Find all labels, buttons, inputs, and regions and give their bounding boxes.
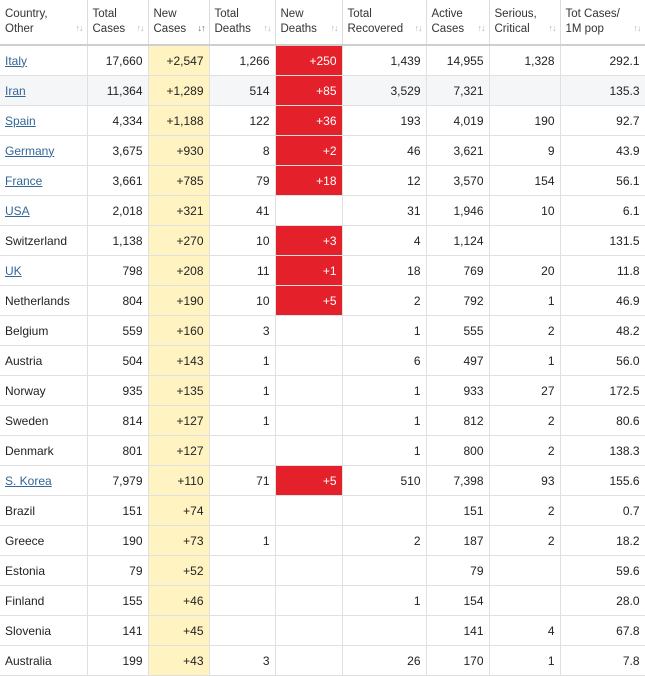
header-label-line1: New <box>153 8 177 20</box>
header-label-line1: Country, <box>5 8 48 20</box>
new-cases-cell: +110 <box>148 466 209 496</box>
table-row <box>0 106 645 136</box>
serious-critical-cell <box>489 556 560 586</box>
total-cases-cell: 141 <box>87 616 148 646</box>
country-name: Denmark <box>5 443 54 458</box>
serious-critical-cell: 27 <box>489 376 560 406</box>
country-cell <box>0 586 87 616</box>
table-row <box>0 286 645 316</box>
total-cases-cell: 1,138 <box>87 226 148 256</box>
serious-critical-cell: 9 <box>489 136 560 166</box>
header-label-line2: Recovered <box>347 23 404 35</box>
country-cell <box>0 646 87 676</box>
new-cases-cell: +46 <box>148 586 209 616</box>
total-deaths-cell: 1,266 <box>209 45 275 76</box>
sort-active-icon[interactable]: ↓↑ <box>197 23 205 33</box>
total-recovered-cell: 510 <box>342 466 426 496</box>
total-cases-cell: 199 <box>87 646 148 676</box>
cases-per-1m-cell: 7.8 <box>560 646 645 676</box>
serious-critical-cell: 2 <box>489 316 560 346</box>
cases-per-1m-cell: 6.1 <box>560 196 645 226</box>
country-cell <box>0 436 87 466</box>
country-name: Estonia <box>5 563 46 578</box>
new-deaths-cell: +36 <box>275 106 342 136</box>
cases-per-1m-cell: 155.6 <box>560 466 645 496</box>
new-cases-cell: +143 <box>148 346 209 376</box>
new-cases-cell: +785 <box>148 166 209 196</box>
new-deaths-cell <box>275 496 342 526</box>
cases-per-1m-cell: 292.1 <box>560 45 645 76</box>
country-cell <box>0 616 87 646</box>
total-recovered-cell: 1 <box>342 316 426 346</box>
total-deaths-cell: 41 <box>209 196 275 226</box>
new-cases-cell: +208 <box>148 256 209 286</box>
table-row <box>0 646 645 676</box>
table-row <box>0 586 645 616</box>
total-deaths-cell: 10 <box>209 286 275 316</box>
header-label-line2: Cases <box>153 23 187 35</box>
country-cell <box>0 76 87 106</box>
total-recovered-cell: 31 <box>342 196 426 226</box>
serious-critical-cell: 1,328 <box>489 45 560 76</box>
country-link[interactable]: Italy <box>5 53 28 68</box>
total-cases-cell: 4,334 <box>87 106 148 136</box>
header-row <box>0 0 645 45</box>
total-deaths-cell <box>209 616 275 646</box>
serious-critical-cell: 1 <box>489 646 560 676</box>
country-cell <box>0 556 87 586</box>
new-deaths-cell <box>275 616 342 646</box>
new-deaths-cell <box>275 406 342 436</box>
new-deaths-cell <box>275 646 342 676</box>
country-cell <box>0 166 87 196</box>
new-cases-cell: +135 <box>148 376 209 406</box>
total-recovered-cell: 18 <box>342 256 426 286</box>
table-row <box>0 196 645 226</box>
header-total-deaths[interactable] <box>209 0 275 45</box>
header-label-line2: Critical <box>494 23 530 35</box>
total-recovered-cell: 1 <box>342 586 426 616</box>
total-recovered-cell: 12 <box>342 166 426 196</box>
table-body <box>0 45 645 676</box>
serious-critical-cell: 93 <box>489 466 560 496</box>
new-cases-cell: +127 <box>148 406 209 436</box>
header-label-line2: Deaths <box>280 23 317 35</box>
header-label-line1: Active <box>431 8 463 20</box>
total-deaths-cell: 1 <box>209 526 275 556</box>
country-name: Australia <box>5 653 52 668</box>
country-cell <box>0 226 87 256</box>
table-row <box>0 346 645 376</box>
country-name: Belgium <box>5 323 49 338</box>
cases-per-1m-cell: 92.7 <box>560 106 645 136</box>
total-recovered-cell: 1,439 <box>342 45 426 76</box>
new-deaths-cell <box>275 526 342 556</box>
country-link[interactable]: Spain <box>5 113 36 128</box>
active-cases-cell: 14,955 <box>426 45 489 76</box>
total-recovered-cell: 46 <box>342 136 426 166</box>
header-tot-cases-per-1m[interactable] <box>560 0 645 45</box>
total-recovered-cell: 2 <box>342 526 426 556</box>
header-new-deaths[interactable] <box>275 0 342 45</box>
header-serious-critical[interactable] <box>489 0 560 45</box>
sort-icon[interactable]: ↑↓ <box>477 23 485 33</box>
serious-critical-cell: 1 <box>489 346 560 376</box>
active-cases-cell: 555 <box>426 316 489 346</box>
total-recovered-cell: 6 <box>342 346 426 376</box>
cases-per-1m-cell: 18.2 <box>560 526 645 556</box>
serious-critical-cell: 2 <box>489 436 560 466</box>
serious-critical-cell <box>489 586 560 616</box>
new-cases-cell: +190 <box>148 286 209 316</box>
header-label-line1: Tot Cases/ <box>565 8 620 20</box>
table-row <box>0 256 645 286</box>
country-link[interactable]: Germany <box>5 143 55 158</box>
serious-critical-cell <box>489 76 560 106</box>
sort-icon[interactable]: ↑↓ <box>548 23 556 33</box>
active-cases-cell: 933 <box>426 376 489 406</box>
header-label-line2: Other <box>5 23 34 35</box>
sort-icon[interactable]: ↑↓ <box>633 23 641 33</box>
header-label-line1: Total <box>92 8 117 20</box>
new-cases-cell: +43 <box>148 646 209 676</box>
total-cases-cell: 7,979 <box>87 466 148 496</box>
total-deaths-cell <box>209 586 275 616</box>
total-cases-cell: 935 <box>87 376 148 406</box>
sort-icon[interactable]: ↑↓ <box>263 23 271 33</box>
total-recovered-cell <box>342 496 426 526</box>
table-row <box>0 226 645 256</box>
country-cell <box>0 106 87 136</box>
total-cases-cell: 17,660 <box>87 45 148 76</box>
total-cases-cell: 804 <box>87 286 148 316</box>
cases-per-1m-cell: 43.9 <box>560 136 645 166</box>
new-deaths-cell: +18 <box>275 166 342 196</box>
active-cases-cell: 4,019 <box>426 106 489 136</box>
total-cases-cell: 798 <box>87 256 148 286</box>
active-cases-cell: 3,570 <box>426 166 489 196</box>
sort-icon[interactable]: ↑↓ <box>136 23 144 33</box>
new-deaths-cell <box>275 586 342 616</box>
new-deaths-cell <box>275 436 342 466</box>
header-active-cases[interactable] <box>426 0 489 45</box>
header-country[interactable] <box>0 0 87 45</box>
new-deaths-cell <box>275 556 342 586</box>
active-cases-cell: 170 <box>426 646 489 676</box>
country-link[interactable]: Iran <box>5 83 26 98</box>
new-deaths-cell: +1 <box>275 256 342 286</box>
country-name: Norway <box>5 383 46 398</box>
active-cases-cell: 187 <box>426 526 489 556</box>
total-cases-cell: 3,661 <box>87 166 148 196</box>
new-cases-cell: +270 <box>148 226 209 256</box>
country-cell <box>0 196 87 226</box>
new-cases-cell: +52 <box>148 556 209 586</box>
serious-critical-cell: 1 <box>489 286 560 316</box>
country-cell <box>0 136 87 166</box>
header-label-line1: New <box>280 8 304 20</box>
new-cases-cell: +73 <box>148 526 209 556</box>
new-cases-cell: +127 <box>148 436 209 466</box>
table-row <box>0 166 645 196</box>
country-cell <box>0 406 87 436</box>
serious-critical-cell <box>489 226 560 256</box>
cases-per-1m-cell: 48.2 <box>560 316 645 346</box>
cases-per-1m-cell: 28.0 <box>560 586 645 616</box>
total-cases-cell: 151 <box>87 496 148 526</box>
total-deaths-cell: 10 <box>209 226 275 256</box>
total-deaths-cell: 1 <box>209 376 275 406</box>
new-cases-cell: +74 <box>148 496 209 526</box>
total-cases-cell: 79 <box>87 556 148 586</box>
cases-per-1m-cell: 67.8 <box>560 616 645 646</box>
new-cases-cell: +1,289 <box>148 76 209 106</box>
total-deaths-cell: 1 <box>209 406 275 436</box>
serious-critical-cell: 4 <box>489 616 560 646</box>
total-recovered-cell: 193 <box>342 106 426 136</box>
country-cell <box>0 346 87 376</box>
active-cases-cell: 141 <box>426 616 489 646</box>
total-cases-cell: 504 <box>87 346 148 376</box>
country-name: Brazil <box>5 503 36 518</box>
header-label-line2: Deaths <box>214 23 251 35</box>
new-deaths-cell: +5 <box>275 466 342 496</box>
header-total-cases[interactable] <box>87 0 148 45</box>
total-cases-cell: 155 <box>87 586 148 616</box>
table-row <box>0 466 645 496</box>
country-name: Greece <box>5 533 45 548</box>
new-deaths-cell <box>275 346 342 376</box>
active-cases-cell: 800 <box>426 436 489 466</box>
active-cases-cell: 1,124 <box>426 226 489 256</box>
total-cases-cell: 559 <box>87 316 148 346</box>
total-cases-cell: 2,018 <box>87 196 148 226</box>
serious-critical-cell: 2 <box>489 496 560 526</box>
table-row <box>0 526 645 556</box>
total-recovered-cell: 2 <box>342 286 426 316</box>
total-deaths-cell: 1 <box>209 346 275 376</box>
country-cell <box>0 256 87 286</box>
country-link[interactable]: USA <box>5 203 30 218</box>
new-deaths-cell <box>275 376 342 406</box>
country-cell <box>0 496 87 526</box>
total-deaths-cell: 3 <box>209 316 275 346</box>
new-deaths-cell <box>275 196 342 226</box>
active-cases-cell: 1,946 <box>426 196 489 226</box>
total-recovered-cell: 1 <box>342 436 426 466</box>
country-cell <box>0 376 87 406</box>
table-row <box>0 136 645 166</box>
cases-per-1m-cell: 80.6 <box>560 406 645 436</box>
serious-critical-cell: 2 <box>489 406 560 436</box>
header-label-line2: 1M pop <box>565 23 604 35</box>
active-cases-cell: 7,398 <box>426 466 489 496</box>
table-row <box>0 45 645 76</box>
country-name: Finland <box>5 593 45 608</box>
total-deaths-cell: 122 <box>209 106 275 136</box>
active-cases-cell: 792 <box>426 286 489 316</box>
new-cases-cell: +930 <box>148 136 209 166</box>
new-deaths-cell: +85 <box>275 76 342 106</box>
cases-per-1m-cell: 11.8 <box>560 256 645 286</box>
header-label-line1: Total <box>347 8 372 20</box>
header-new-cases[interactable] <box>148 0 209 45</box>
country-link[interactable]: UK <box>5 263 22 278</box>
cases-per-1m-cell: 56.1 <box>560 166 645 196</box>
new-cases-cell: +160 <box>148 316 209 346</box>
country-name: Slovenia <box>5 623 52 638</box>
total-deaths-cell <box>209 436 275 466</box>
header-label-line2: Cases <box>431 23 465 35</box>
total-recovered-cell: 4 <box>342 226 426 256</box>
table-row <box>0 436 645 466</box>
new-deaths-cell: +5 <box>275 286 342 316</box>
country-name: Netherlands <box>5 293 70 308</box>
total-recovered-cell: 1 <box>342 406 426 436</box>
total-cases-cell: 3,675 <box>87 136 148 166</box>
table-row <box>0 406 645 436</box>
cases-per-1m-cell: 172.5 <box>560 376 645 406</box>
table-row <box>0 76 645 106</box>
cases-per-1m-cell: 59.6 <box>560 556 645 586</box>
cases-per-1m-cell: 131.5 <box>560 226 645 256</box>
total-cases-cell: 190 <box>87 526 148 556</box>
active-cases-cell: 497 <box>426 346 489 376</box>
new-deaths-cell: +2 <box>275 136 342 166</box>
total-recovered-cell: 1 <box>342 376 426 406</box>
table-row <box>0 316 645 346</box>
total-deaths-cell <box>209 556 275 586</box>
total-deaths-cell: 71 <box>209 466 275 496</box>
serious-critical-cell: 2 <box>489 526 560 556</box>
table-row <box>0 496 645 526</box>
new-cases-cell: +321 <box>148 196 209 226</box>
cases-per-1m-cell: 46.9 <box>560 286 645 316</box>
sort-icon[interactable]: ↑↓ <box>75 23 83 33</box>
total-deaths-cell: 8 <box>209 136 275 166</box>
header-label-line1: Serious, <box>494 8 537 20</box>
new-cases-cell: +1,188 <box>148 106 209 136</box>
cases-per-1m-cell: 138.3 <box>560 436 645 466</box>
header-label-line1: Total <box>214 8 239 20</box>
sort-icon[interactable]: ↑↓ <box>330 23 338 33</box>
table-row <box>0 376 645 406</box>
country-cell <box>0 466 87 496</box>
country-name: Sweden <box>5 413 49 428</box>
total-deaths-cell: 514 <box>209 76 275 106</box>
active-cases-cell: 151 <box>426 496 489 526</box>
new-deaths-cell: +3 <box>275 226 342 256</box>
country-link[interactable]: S. Korea <box>5 473 52 488</box>
header-label-line2: Cases <box>92 23 126 35</box>
new-deaths-cell: +250 <box>275 45 342 76</box>
cases-per-1m-cell: 135.3 <box>560 76 645 106</box>
active-cases-cell: 812 <box>426 406 489 436</box>
country-link[interactable]: France <box>5 173 43 188</box>
country-name: Austria <box>5 353 43 368</box>
active-cases-cell: 7,321 <box>426 76 489 106</box>
total-cases-cell: 11,364 <box>87 76 148 106</box>
country-name: Switzerland <box>5 233 68 248</box>
table-row <box>0 616 645 646</box>
total-recovered-cell: 26 <box>342 646 426 676</box>
table-row <box>0 556 645 586</box>
country-cell <box>0 286 87 316</box>
total-deaths-cell: 79 <box>209 166 275 196</box>
new-deaths-cell <box>275 316 342 346</box>
total-cases-cell: 814 <box>87 406 148 436</box>
serious-critical-cell: 190 <box>489 106 560 136</box>
total-recovered-cell <box>342 616 426 646</box>
active-cases-cell: 154 <box>426 586 489 616</box>
total-deaths-cell: 3 <box>209 646 275 676</box>
active-cases-cell: 769 <box>426 256 489 286</box>
cases-per-1m-cell: 0.7 <box>560 496 645 526</box>
serious-critical-cell: 10 <box>489 196 560 226</box>
header-total-recovered[interactable] <box>342 0 426 45</box>
total-deaths-cell: 11 <box>209 256 275 286</box>
total-deaths-cell <box>209 496 275 526</box>
sort-icon[interactable]: ↑↓ <box>414 23 422 33</box>
serious-critical-cell: 20 <box>489 256 560 286</box>
country-cell <box>0 316 87 346</box>
table-header <box>0 0 645 45</box>
active-cases-cell: 79 <box>426 556 489 586</box>
new-cases-cell: +45 <box>148 616 209 646</box>
serious-critical-cell: 154 <box>489 166 560 196</box>
country-cell <box>0 45 87 76</box>
active-cases-cell: 3,621 <box>426 136 489 166</box>
total-cases-cell: 801 <box>87 436 148 466</box>
total-recovered-cell <box>342 556 426 586</box>
country-cell <box>0 526 87 556</box>
total-recovered-cell: 3,529 <box>342 76 426 106</box>
new-cases-cell: +2,547 <box>148 45 209 76</box>
cases-per-1m-cell: 56.0 <box>560 346 645 376</box>
